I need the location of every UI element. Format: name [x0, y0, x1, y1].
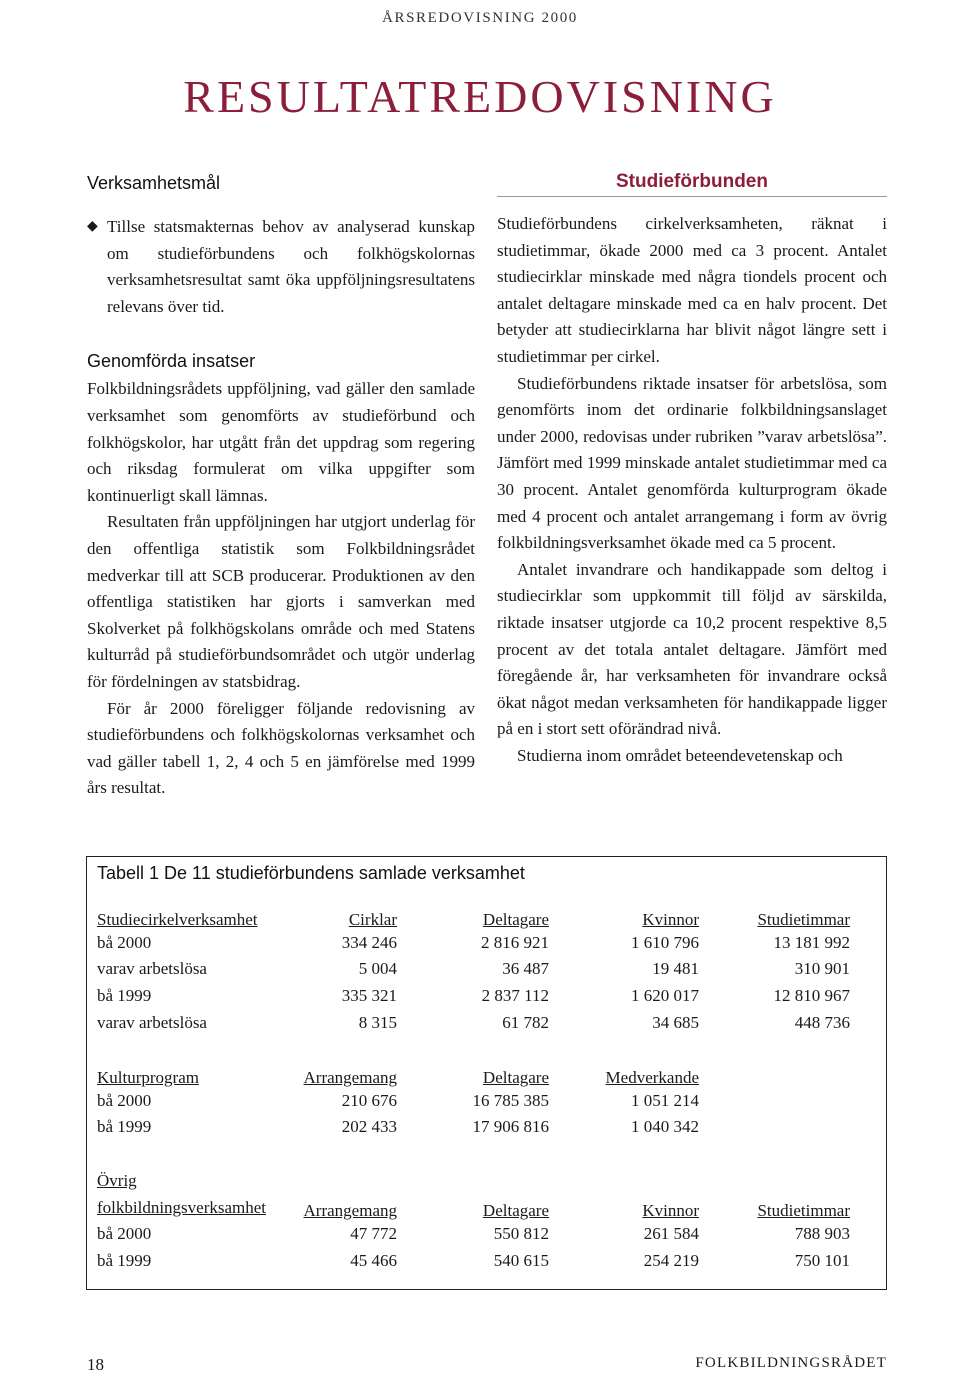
table-cell: 448 736 — [794, 1012, 850, 1032]
table-cell: varav arbetslösa — [97, 1012, 207, 1032]
table-cell: bå 2000 — [97, 1224, 152, 1244]
table-row — [97, 1088, 850, 1115]
table-row — [97, 930, 850, 957]
table-cell: 45 466 — [350, 1251, 397, 1271]
column-header: Deltagare — [482, 1067, 549, 1087]
table-cell: bå 1999 — [97, 1251, 152, 1271]
diamond-icon: ◆ — [87, 219, 98, 234]
column-header: Studietimmar — [757, 909, 850, 929]
table-cell-empty — [699, 1114, 850, 1141]
table-header-row — [97, 903, 850, 930]
table-cell: 19 481 — [652, 959, 699, 979]
table-kulturprogram — [97, 1061, 850, 1141]
table-cell: 202 433 — [341, 1117, 397, 1137]
heading-studieforbunden: Studieförbunden — [497, 168, 887, 197]
table-cell: 5 004 — [358, 959, 397, 979]
table-cell: bå 2000 — [97, 932, 152, 952]
table-cell: 550 812 — [493, 1224, 549, 1244]
column-header: Arrangemang — [303, 1067, 397, 1087]
column-header-line: Övrig — [97, 1171, 137, 1190]
paragraph: Studieförbundens cirkelverksamheten, räknat i studietimmar, ökade 2000 med ca 3 procent. Antalet studiecirklar minskade med några tiondels procent och antalet deltagare minskade med ca en halv procent. Det betyder att studiecirklarna har blivit något längre sett i studietimmar per cirkel. — [497, 214, 887, 366]
column-header: Arrangemang — [303, 1201, 397, 1221]
running-head: ÅRSREDOVISNING 2000 — [382, 10, 578, 26]
table-cell: 335 321 — [341, 986, 397, 1006]
heading-genomforda-insatser: Genomförda insatser — [87, 351, 256, 372]
column-header: Kvinnor — [642, 1201, 699, 1221]
column-header: Studiecirkelverksamhet — [97, 909, 258, 929]
paragraph: Antalet invandrare och handikappade som deltog i studiecirklar som uppkommit till följd av särskilda, riktade insatser utgjorde ca 10,2 procent respektive 8,5 procent av det totala antalet deltagare. Jämfört med föregående år, har verksamheten för invandrare också ökat något medan verksamheten för handikappade ligger på en i stort sett oförändrad nivå. — [497, 559, 887, 739]
paragraph: För år 2000 föreligger följande redovisning av studieförbundens och folkhögskolornas verksamhet och vad gäller tabell 1, 2, 4 och 5 en jämförelse med 1999 års resultat. — [87, 698, 475, 798]
table-cell: varav arbetslösa — [97, 959, 207, 979]
column-header: Medverkande — [605, 1067, 699, 1087]
table-studiecirkel — [97, 903, 850, 1036]
table-cell: bå 2000 — [97, 1090, 152, 1110]
table-cell: 16 785 385 — [472, 1090, 549, 1110]
left-column — [87, 168, 475, 802]
column-header: Kulturprogram — [97, 1067, 199, 1087]
right-column — [497, 168, 887, 769]
bullet-text: Tillse statsmakternas behov av analyserad kunskap om studieförbundens och folkhögskolornas verksamhetsresultat samt öka uppföljningsresultatens relevans över tid. — [107, 217, 475, 316]
column-header-empty — [699, 1061, 850, 1088]
table-cell: 540 615 — [493, 1251, 549, 1271]
table-cell: 261 584 — [643, 1224, 699, 1244]
table-cell: 36 487 — [502, 959, 549, 979]
table-cell: 34 685 — [652, 1012, 699, 1032]
table-cell: bå 1999 — [97, 1117, 152, 1137]
table-row — [97, 1009, 850, 1036]
column-header: Deltagare — [482, 909, 549, 929]
table-cell: 47 772 — [350, 1224, 397, 1244]
table-cell: 254 219 — [643, 1251, 699, 1271]
column-header: Kvinnor — [642, 909, 699, 929]
table-cell: 788 903 — [794, 1224, 850, 1244]
paragraph: Folkbildningsrådets uppföljning, vad gäller den samlade verksamhet som genomförts av studieförbund och folkhögskolor, har utgått från det uppdrag som regering och riksdag formulerat om vilka uppgifter som kontinuerligt skall lämnas. — [87, 379, 475, 505]
table-row — [97, 956, 850, 983]
table-cell: 2 837 112 — [481, 986, 549, 1006]
column-header: Cirklar — [348, 909, 397, 929]
table-ovrig-folkbildning — [97, 1168, 850, 1274]
page-number: 18 — [87, 1355, 104, 1374]
table-cell: 8 315 — [358, 1012, 397, 1032]
table-cell: 1 610 796 — [631, 932, 699, 952]
table-row — [97, 1221, 850, 1248]
table-title: Tabell 1 De 11 studieförbundens samlade verksamhet — [97, 863, 525, 883]
table-header-row — [97, 1061, 850, 1088]
column-header — [97, 1168, 293, 1221]
table-cell: 1 040 342 — [631, 1117, 699, 1137]
table-cell: 12 810 967 — [773, 986, 850, 1006]
table-cell: 310 901 — [794, 959, 850, 979]
table-row — [97, 1114, 850, 1141]
table-cell: 61 782 — [502, 1012, 549, 1032]
table-cell: 2 816 921 — [481, 932, 549, 952]
table-cell: 1 620 017 — [631, 986, 699, 1006]
table-cell: 17 906 816 — [472, 1117, 549, 1137]
footer-publisher: FOLKBILDNINGSRÅDET — [695, 1355, 887, 1371]
page-title: RESULTATREDOVISNING — [183, 71, 777, 122]
table-box — [86, 856, 887, 1290]
table-cell: 13 181 992 — [773, 932, 850, 952]
table-cell: 334 246 — [341, 932, 397, 952]
table-cell: 750 101 — [794, 1251, 850, 1271]
column-header: Deltagare — [482, 1201, 549, 1221]
table-row — [97, 983, 850, 1010]
table-row — [97, 1248, 850, 1275]
table-cell-empty — [699, 1088, 850, 1115]
paragraph: Studierna inom området beteendevetenskap och — [517, 745, 843, 765]
column-header-line: folkbildningsverksamhet — [97, 1197, 267, 1217]
heading-verksamhetsmal: Verksamhetsmål — [87, 173, 221, 193]
paragraph: Resultaten från uppföljningen har utgjort underlag för den offentliga statistik som Folkbildningsrådet medverkar till att SCB producerar. Produktionen av den offentliga statistiken har gjorts i samverkan med Skolverket på folkhögskolans område och med Statens kulturråd på studieförbundsområdet och utgör underlag för fördelningen av statsbidrag. — [87, 512, 475, 691]
paragraph: Studieförbundens riktade insatser för arbetslösa, som genomförts inom det ordinarie folkbildningsanslaget under 2000, redovisas under rubriken ”varav arbetslösa”. Jämfört med 1999 minskade antalet studietimmar med ca 30 procent. Antalet genomförda kulturprogram ökade med 4 procent och antalet arrangemang i form av övrig folkbildningsverksamhet ökade med ca 5 procent. — [497, 373, 887, 553]
table-cell: 1 051 214 — [631, 1090, 699, 1110]
column-header: Studietimmar — [757, 1201, 850, 1221]
table-cell: 210 676 — [341, 1090, 397, 1110]
table-header-row — [97, 1168, 850, 1221]
bullet-item — [87, 214, 475, 320]
table-cell: bå 1999 — [97, 986, 152, 1006]
